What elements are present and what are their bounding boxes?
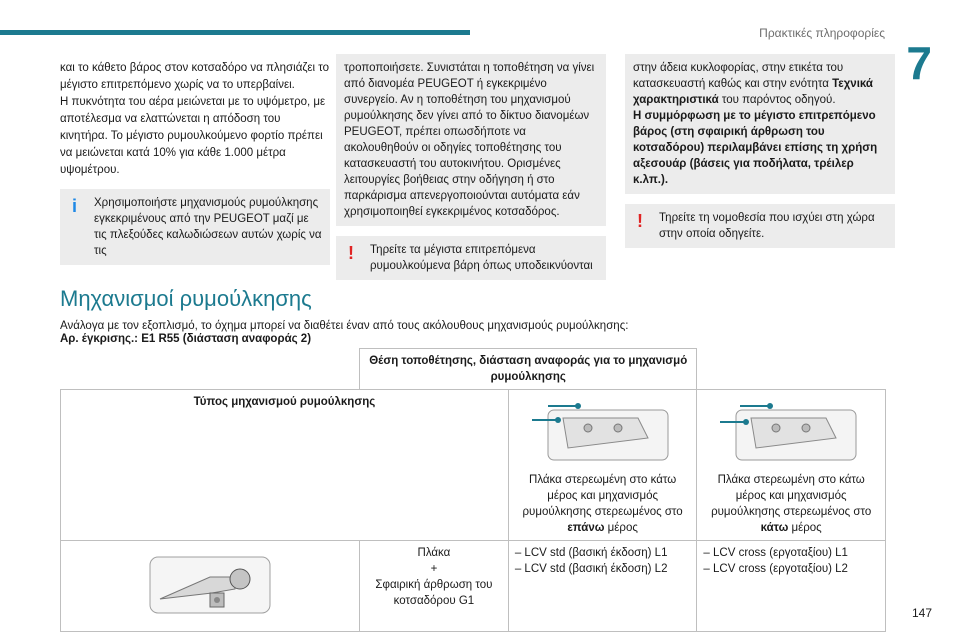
type-line: +	[430, 563, 438, 575]
continued-note	[625, 54, 895, 194]
model-item: – LCV cross (εργοταξίου) L2	[703, 563, 848, 575]
compliance-note: Η συμμόρφωση με το μέγιστο επιτρεπόμενο βάρος (στη σφαιρική άρθρωση του κοτσαδόρου) περιλαμβάνει επίσης τη χρήση αξεσουάρ (βάσεις για ποδήλατα, τρέιλερ κ.λπ.).	[633, 110, 878, 186]
page-number: 147	[911, 606, 932, 620]
technical-specs-reference: Τεχνικά χαρακτηριστικά	[633, 78, 874, 106]
section-title: Μηχανισμοί ρυμούλκησης	[60, 286, 312, 311]
lower-models-cell	[697, 541, 886, 632]
plate-lower-caption	[703, 472, 879, 536]
caption-text: μέρος	[788, 522, 822, 534]
info-note	[60, 189, 330, 265]
warning-icon: !	[637, 211, 643, 231]
caption-emphasis: επάνω	[567, 522, 605, 534]
warning-icon: !	[348, 243, 354, 263]
plate-upper-caption	[515, 472, 691, 536]
paragraph-end: του παρόντος οδηγού.	[718, 94, 836, 106]
paragraph: Η πυκνότητα του αέρα μειώνεται με το υψόμετρο, με αποτέλεσμα να ελαττώνεται η απόδοση του κινητήρα. Το μέγιστο ρυμουλκούμενο φορτίο πρέπει να μειώνεται κατά 10% για κάθε 1.000 μέτρα υψομέτρου.	[60, 96, 326, 176]
paragraph: και το κάθετο βάρος στον κοτσαδόρο να πλησιάζει το μέγιστο επιτρεπόμενο χωρίς να το υπερβαίνει.	[60, 62, 330, 91]
header-accent-bar	[0, 30, 470, 35]
plate-lower-illustration	[716, 398, 866, 466]
towing-table	[60, 348, 886, 632]
plate-lower-cell	[697, 390, 886, 541]
model-item: – LCV cross (εργοταξίου) L1	[703, 547, 848, 559]
chapter-number: 7	[906, 37, 932, 89]
info-note-text: Χρησιμοποιήστε μηχανισμούς ρυμούλκησης εγκεκριμένους από την PEUGEOT μαζί με τις πλεξούδες καλωδιώσεων αυτών χωρίς να τις	[94, 197, 322, 257]
page-header-title: Πρακτικές πληροφορίες	[759, 26, 885, 40]
warning-note-text: Τηρείτε τη νομοθεσία που ισχύει στη χώρα στην οποία οδηγείτε.	[659, 212, 875, 240]
continued-note	[336, 54, 606, 226]
model-item: – LCV std (βασική έκδοση) L1	[514, 547, 668, 559]
plate-upper-cell	[508, 390, 697, 541]
table-header-position: Θέση τοποθέτησης, διάσταση αναφοράς για το μηχανισμό ρυμούλκησης	[360, 349, 697, 390]
empty-header-cell	[61, 349, 360, 390]
caption-text: Πλάκα στερεωμένη στο κάτω μέρος και μηχανισμός ρυμούλκησης στερεωμένος στο	[522, 474, 683, 518]
upper-models-cell	[508, 541, 697, 632]
paragraph-start: στην άδεια κυκλοφορίας, στην ετικέτα του κατασκευαστή καθώς και στην ενότητα	[633, 62, 844, 90]
caption-emphasis: κάτω	[760, 522, 789, 534]
text-column-2	[336, 60, 606, 280]
plate-upper-illustration	[528, 398, 678, 466]
type-line: Σφαιρική άρθρωση του κοτσαδόρου G1	[375, 579, 493, 607]
towbar-ball-illustration	[140, 549, 280, 621]
towbar-type-cell	[360, 541, 509, 632]
section-intro: Ανάλογα με τον εξοπλισμό, το όχημα μπορεί να διαθέτει έναν από τους ακόλουθους μηχανισμούς ρυμούλκησης:	[60, 320, 629, 332]
warning-note-text: Τηρείτε τα μέγιστα επιτρεπόμενα ρυμουλκούμενα βάρη όπως υποδεικνύονται	[370, 244, 593, 272]
warning-note	[336, 236, 606, 280]
text-column-1	[60, 60, 330, 265]
type-line: Πλάκα	[417, 547, 451, 559]
warning-note	[625, 204, 895, 248]
paragraph: τροποποιήσετε. Συνιστάται η τοποθέτηση να γίνει από διανομέα PEUGEOT ή εγκεκριμένο συνεργείο. Αν η τοποθέτηση του μηχανισμού ρυμούλκησης δεν γίνει από το δίκτυο διανομέων PEUGEOT, πρέπει οπωσδήποτε να ακολουθηθούν οι οδηγίες τοποθέτησης του κατασκευαστή του αυτοκινήτου. Ορισμένες λειτουργίες βοήθειας στην οδήγηση ή στο παρκάρισμα απενεργοποιούνται αυτόματα εάν χρησιμοποιηθεί εγκεκριμένος κοτσαδόρος.	[344, 62, 595, 218]
approval-reference: Αρ. έγκρισης.: E1 R55 (διάσταση αναφοράς 2)	[60, 333, 312, 345]
table-header-type: Τύπος μηχανισμού ρυμούλκησης	[61, 390, 509, 541]
caption-text: μέρος	[604, 522, 638, 534]
model-item: – LCV std (βασική έκδοση) L2	[514, 563, 668, 575]
towbar-image-cell	[61, 541, 360, 632]
caption-text: Πλάκα στερεωμένη στο κάτω μέρος και μηχανισμός ρυμούλκησης στερεωμένος στο	[711, 474, 872, 518]
info-icon: i	[72, 196, 78, 216]
text-column-3	[625, 60, 895, 248]
